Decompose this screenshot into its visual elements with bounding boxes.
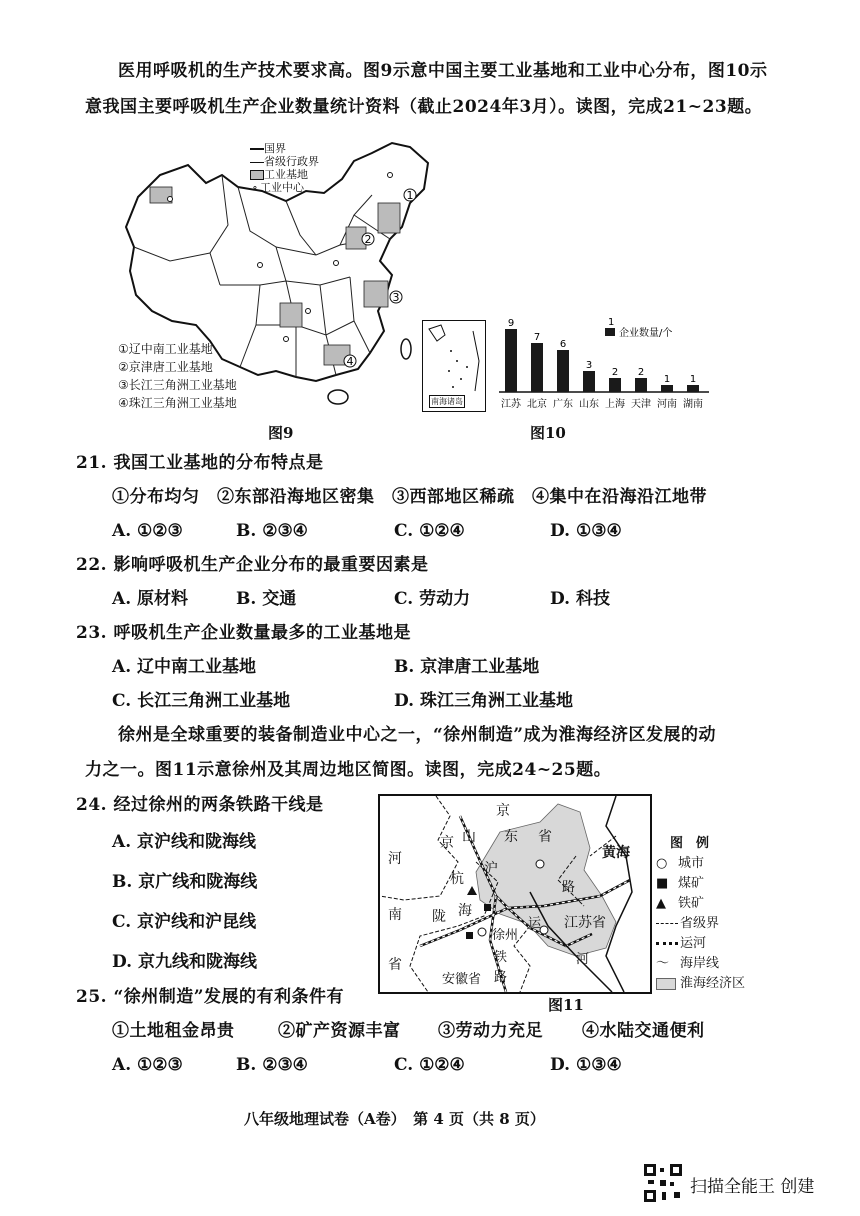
bar-北京 [531, 343, 543, 392]
fig10-caption: 图10 [530, 424, 566, 442]
category-label-上海: 上海 [605, 399, 625, 410]
legend-iron: 铁矿 [678, 896, 705, 911]
bar-广东 [557, 350, 569, 392]
label-xuzhou: 徐州 [492, 928, 519, 943]
scanner-watermark: 扫描全能王 创建 [690, 1177, 815, 1197]
q25-stem: 25. “徐州制造”发展的有利条件有 [76, 987, 345, 1007]
fig9-caption: 图9 [268, 424, 294, 442]
q23-option-a[interactable]: A. 辽中南工业基地 [112, 657, 257, 677]
bar-value-江苏: 9 [507, 318, 515, 329]
label-jing: 京 [496, 803, 510, 819]
q21-items: ①分布均匀 ②东部沿海地区密集 ③西部地区稀疏 ④集中在沿海沿江地带 [112, 487, 707, 507]
category-label-北京: 北京 [527, 399, 547, 410]
coastline [606, 796, 632, 992]
bar-江苏 [505, 329, 517, 392]
intro2-line-2: 力之一。图11示意徐州及其周边地区简图。读图，完成24~25题。 [85, 760, 612, 780]
label-yun: 运 [528, 916, 542, 931]
legend-region: 淮海经济区 [680, 976, 746, 991]
legend-label: 企业数量/个 [619, 328, 673, 339]
bar-value-北京: 7 [533, 332, 541, 343]
q24-option-a[interactable]: A. 京沪线和陇海线 [112, 832, 257, 852]
category-label-江苏: 江苏 [501, 399, 521, 410]
svg-text:2: 2 [364, 233, 372, 246]
q21-option-c[interactable]: C. ①②④ [394, 521, 465, 541]
category-label-河南: 河南 [657, 399, 677, 410]
fig11-legend-title: 图 例 [670, 836, 710, 851]
label-hai: 海 [458, 903, 472, 919]
svg-text:1: 1 [406, 189, 414, 202]
bar-value-湖南: 1 [689, 374, 697, 385]
intro-line-2: 意我国主要呼吸机生产企业数量统计资料（截止2024年3月）。读图，完成21~23题。 [85, 97, 763, 117]
q24-stem: 24. 经过徐州的两条铁路干线是 [76, 795, 324, 815]
legend-canal: 运河 [680, 936, 707, 951]
iron-legend-icon: ▲ [656, 896, 666, 911]
q22-option-d[interactable]: D. 科技 [550, 589, 610, 609]
qr-code-icon [644, 1164, 682, 1202]
q22-option-a[interactable]: A. 原材料 [112, 589, 189, 609]
label-jing2: 京 [440, 835, 454, 851]
bar-value-河南: 1 [663, 374, 671, 385]
q23-stem: 23. 呼吸机生产企业数量最多的工业基地是 [76, 623, 411, 643]
canal-legend-icon [656, 942, 678, 945]
coal-legend-icon: ■ [656, 876, 669, 891]
q23-option-c[interactable]: C. 长江三角洲工业基地 [112, 691, 291, 711]
base-name-3: ③长江三角洲工业基地 [118, 378, 237, 392]
bar-湖南 [687, 385, 699, 392]
inset-label: 南海诸岛 [431, 397, 463, 406]
q24-option-b[interactable]: B. 京广线和陇海线 [112, 872, 258, 892]
legend-border: 国界 [264, 142, 286, 155]
region-legend-icon [656, 978, 676, 990]
label-shan: 山 [462, 829, 476, 845]
fig9-legend: 国界 省级行政界 工业基地 ∘ 工业中心 [250, 142, 319, 194]
label-sheng2: 省 [388, 957, 402, 973]
label-anhui: 安徽省 [442, 972, 482, 987]
fig11-caption: 图11 [548, 996, 584, 1014]
bar-河南 [661, 385, 673, 392]
q24-option-c[interactable]: C. 京沪线和沪昆线 [112, 912, 257, 932]
svg-text:4: 4 [346, 355, 354, 368]
q21-option-a[interactable]: A. ①②③ [112, 521, 183, 541]
q21-option-d[interactable]: D. ①③④ [550, 521, 622, 541]
category-label-天津: 天津 [631, 399, 651, 410]
label-jiangsu: 江苏省 [564, 915, 606, 931]
q25-option-c[interactable]: C. ①②④ [394, 1055, 465, 1075]
q21-stem: 21. 我国工业基地的分布特点是 [76, 453, 324, 473]
bar-value-天津: 2 [637, 367, 645, 378]
q22-option-b[interactable]: B. 交通 [236, 589, 297, 609]
q21-option-b[interactable]: B. ②③④ [236, 521, 308, 541]
legend-base: 工业基地 [264, 168, 308, 181]
category-label-山东: 山东 [579, 399, 599, 410]
legend-coal: 煤矿 [678, 876, 705, 891]
intro2-line-1: 徐州是全球重要的装备制造业中心之一，“徐州制造”成为淮海经济区发展的动 [118, 725, 717, 745]
legend-city: 城市 [678, 856, 705, 871]
intro-line-1: 医用呼吸机的生产技术要求高。图9示意中国主要工业基地和工业中心分布，图10示 [118, 61, 768, 81]
south-china-sea-inset [422, 320, 486, 412]
q24-option-d[interactable]: D. 京九线和陇海线 [112, 952, 257, 972]
base-name-2: ②京津唐工业基地 [118, 360, 213, 374]
q25-item-2: ②矿产资源丰富 [278, 1021, 401, 1041]
bar-value-上海: 2 [611, 367, 619, 378]
legend-swatch [605, 328, 615, 336]
bar-山东 [583, 371, 595, 392]
coast-legend-icon: 〜 [656, 956, 670, 971]
page-footer: 八年级地理试卷（A卷） 第 4 页（共 8 页） [244, 1110, 545, 1128]
label-he: 河 [388, 851, 402, 867]
fig11-legend [656, 834, 745, 994]
bar-value-山东: 3 [585, 360, 593, 371]
base-name-4: ④珠江三角洲工业基地 [118, 396, 237, 410]
legend-center: 工业中心 [260, 181, 304, 194]
island-dots [448, 350, 468, 388]
fig10-bar-chart [495, 310, 715, 415]
fig11-map [378, 794, 652, 994]
label-he2: 河 [576, 952, 590, 967]
label-lu2: 路 [562, 880, 576, 895]
q25-option-b[interactable]: B. ②③④ [236, 1055, 308, 1075]
base-name-1: ①辽中南工业基地 [118, 342, 213, 356]
legend-value: 1 [608, 317, 615, 328]
q25-option-a[interactable]: A. ①②③ [112, 1055, 183, 1075]
iron-mine [467, 886, 477, 895]
legend-coast: 海岸线 [680, 956, 720, 971]
q25-item-3: ③劳动力充足 [438, 1021, 543, 1041]
bar-上海 [609, 378, 621, 392]
q25-option-d[interactable]: D. ①③④ [550, 1055, 622, 1075]
label-hu: 沪 [484, 861, 498, 877]
label-sheng: 省 [538, 829, 552, 845]
label-nan: 南 [388, 907, 402, 923]
border-legend-icon [656, 923, 678, 924]
category-label-广东: 广东 [553, 399, 573, 410]
label-hang: 杭 [450, 871, 464, 887]
fig9-base-list [118, 340, 237, 412]
category-label-湖南: 湖南 [683, 399, 703, 410]
q23-option-d[interactable]: D. 珠江三角洲工业基地 [394, 691, 573, 711]
legend-province: 省级行政界 [264, 155, 319, 168]
label-huanghai: 黄海 [602, 845, 630, 861]
bar-天津 [635, 378, 647, 392]
legend-province-border: 省级界 [680, 916, 720, 931]
label-long: 陇 [432, 909, 446, 925]
city-legend-icon: ○ [656, 856, 668, 871]
svg-text:3: 3 [392, 291, 400, 304]
label-dong: 东 [504, 829, 518, 845]
q23-option-b[interactable]: B. 京津唐工业基地 [394, 657, 540, 677]
label-tie: 铁 [494, 950, 508, 965]
label-lu: 路 [494, 970, 508, 985]
q25-item-1: ①土地租金昂贵 [112, 1021, 235, 1041]
q22-option-c[interactable]: C. 劳动力 [394, 589, 471, 609]
q25-item-4: ④水陆交通便利 [582, 1021, 705, 1041]
bar-value-广东: 6 [559, 339, 567, 350]
q22-stem: 22. 影响呼吸机生产企业分布的最重要因素是 [76, 555, 429, 575]
